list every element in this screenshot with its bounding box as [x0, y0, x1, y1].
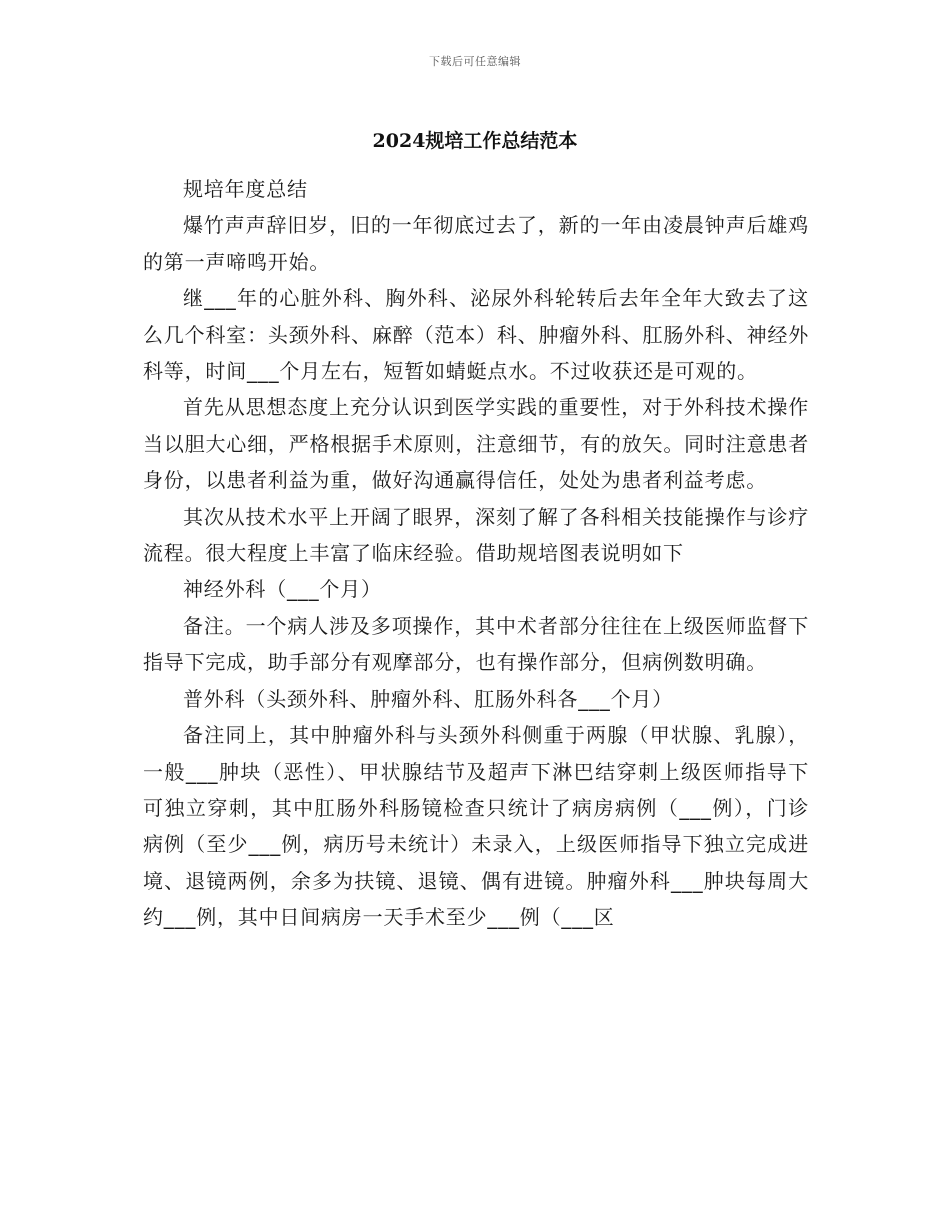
- document-body: [143, 171, 809, 936]
- paragraph: 爆竹声声辞旧岁，旧的一年彻底过去了，新的一年由凌晨钟声后雄鸡的第一声啼鸣开始。: [143, 213, 809, 274]
- paragraph: 首先从思想态度上充分认识到医学实践的重要性，对于外科技术操作当以胆大心细，严格根据手术原则，注意细节，有的放矢。同时注意患者身份，以患者利益为重，做好沟通赢得信任，处处为患者利益考虑。: [143, 395, 809, 493]
- document-title: 2024规培工作总结范本: [372, 130, 578, 152]
- paragraph: 其次从技术水平上开阔了眼界，深刻了解了各科相关技能操作与诊疗流程。很大程度上丰富了临床经验。借助规培图表说明如下: [143, 504, 809, 566]
- paragraph: 备注同上，其中肿瘤外科与头颈外科侧重于两腺（甲状腺、乳腺），一般___肿块（恶性）、甲状腺结节及超声下淋巴结穿刺上级医师指导下可独立穿刺，其中肛肠外科肠镜检查只统计了病房病例（___例），门诊病例（至少___例，病历号未统计）未录入，上级医师指导下独立完成进境、退镜两例，余多为扶镜、退镜、偶有进镜。肿瘤外科___肿块每周大约___例，其中日间病房一天手术至少___例（___区: [143, 723, 809, 930]
- paragraph: 备注。一个病人涉及多项操作，其中术者部分往往在上级医师监督下指导下完成，助手部分有观摩部分，也有操作部分，但病例数明确。: [143, 613, 809, 675]
- page-header: 下载后可任意编辑: [429, 55, 521, 68]
- paragraph: 规培年度总结: [183, 177, 308, 201]
- paragraph: 继___年的心脏外科、胸外科、泌尿外科轮转后去年全年大致去了这么几个科室：头颈外科、麻醉（范本）科、肿瘤外科、肛肠外科、神经外科等，时间___个月左右，短暂如蜻蜓点水。不过收获还是可观的。: [143, 286, 809, 384]
- paragraph: 神经外科（___个月）: [183, 577, 382, 602]
- paragraph: 普外科（头颈外科、肿瘤外科、肛肠外科各___个月）: [183, 686, 673, 711]
